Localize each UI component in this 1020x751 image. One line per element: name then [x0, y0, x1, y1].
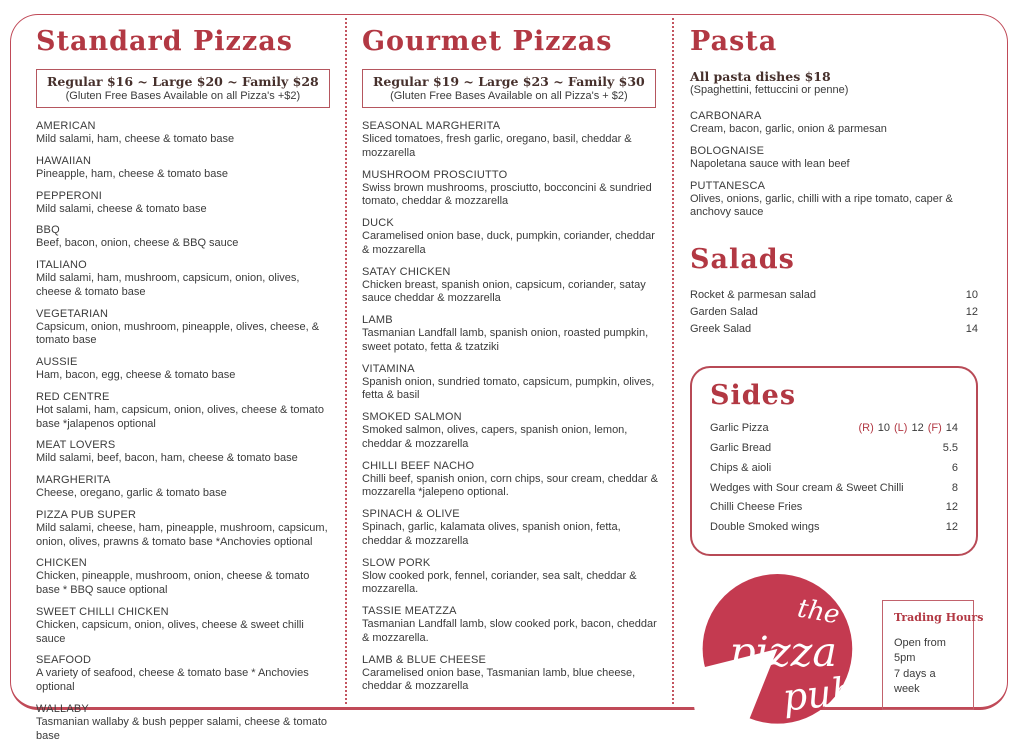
side-price — [939, 439, 958, 459]
item-name: VITAMINA — [362, 362, 415, 375]
menu-item — [36, 308, 330, 349]
item-description: Caramelised onion base, Tasmanian lamb, blue cheese, cheddar & mozzarella — [362, 666, 636, 693]
footer-area — [688, 568, 984, 740]
side-name: Garlic Bread — [710, 441, 772, 454]
item-name: ITALIANO — [36, 259, 87, 271]
menu-item — [36, 703, 330, 744]
column-divider-1 — [345, 18, 347, 704]
item-name: BBQ — [36, 224, 60, 237]
price-large: 12 — [911, 422, 924, 435]
menu-item — [362, 460, 660, 501]
menu-item — [36, 224, 330, 251]
salad-row — [690, 287, 978, 304]
item-description: Slow cooked pork, fennel, coriander, sea salt, cheddar & mozzarella. — [362, 569, 637, 596]
item-description: A variety of seafood, cheese & tomato base * Anchovies optional — [36, 667, 309, 693]
side-name: Double Smoked wings — [710, 521, 820, 534]
item-name: LAMB — [362, 314, 393, 326]
menu-item — [690, 110, 978, 137]
item-name: CARBONARA — [690, 110, 762, 122]
item-description: Smoked salmon, olives, capers, spanish onion, lemon, cheddar & mozzarella — [362, 424, 628, 450]
item-description: Sliced tomatoes, fresh garlic, oregano, basil, cheddar & mozzarella — [362, 133, 632, 159]
menu-item — [362, 605, 660, 646]
price-value: 8 — [951, 481, 958, 494]
item-name: PIZZA PUB SUPER — [36, 508, 137, 521]
standard-pizza-list — [36, 120, 330, 743]
salad-price: 12 — [965, 306, 978, 319]
item-name: CHILLI BEEF NACHO — [362, 459, 475, 472]
item-name: VEGETARIAN — [36, 307, 109, 320]
salad-name: Greek Salad — [690, 323, 752, 336]
pasta-price-line: All pasta dishes $18 — [690, 69, 831, 84]
item-name: MEAT LOVERS — [36, 439, 116, 452]
item-description: Spanish onion, sundried tomato, capsicum, pumpkin, olives, fetta & basil — [362, 375, 655, 402]
size-tag-regular: (R) — [858, 422, 874, 435]
item-name: SPINACH & OLIVE — [362, 508, 460, 520]
size-tag-large: (L) — [894, 422, 908, 435]
item-description: Chilli beef, spanish onion, corn chips, sour cream, cheddar & mozzarella *jalepeno optional. — [362, 472, 658, 499]
menu-item — [36, 557, 330, 598]
menu-item — [362, 411, 660, 452]
menu-item — [362, 363, 660, 404]
item-name: WALLABY — [36, 702, 89, 715]
right-column — [690, 26, 984, 740]
side-row — [710, 518, 958, 538]
item-description: Hot salami, ham, capsicum, onion, olives, cheese & tomato base *jalapenos optional — [36, 403, 324, 430]
menu-item — [36, 606, 330, 647]
item-description: Caramelised onion base, duck, pumpkin, coriander, cheddar & mozzarella — [362, 230, 655, 256]
item-description: Mild salami, cheese & tomato base — [36, 202, 207, 215]
menu-item — [362, 266, 660, 307]
trading-hours-line-1: Open from 5pm — [894, 636, 946, 665]
logo-word-pub: pub — [780, 668, 858, 720]
item-name: CHICKEN — [36, 557, 87, 570]
item-name: BOLOGNAISE — [690, 144, 765, 157]
item-name: SEAFOOD — [36, 654, 92, 667]
item-name: PEPPERONI — [36, 189, 102, 202]
menu-item — [36, 654, 330, 695]
menu-item — [690, 180, 978, 221]
item-name: SLOW PORK — [362, 556, 431, 569]
sides-title: Sides — [710, 380, 797, 412]
gourmet-pizzas-section — [362, 26, 660, 702]
trading-hours-line-2: 7 days a week — [894, 667, 936, 696]
trading-hours-box — [882, 600, 984, 711]
side-name: Chilli Cheese Fries — [710, 501, 803, 514]
item-name: AMERICAN — [36, 120, 96, 132]
menu-item — [36, 474, 330, 501]
gourmet-gluten-note: (Gluten Free Bases Available on all Pizza's + $2) — [390, 90, 628, 102]
menu-item — [36, 190, 330, 217]
size-tag-family: (F) — [927, 422, 942, 435]
item-name: MARGHERITA — [36, 474, 111, 486]
price-regular: 10 — [877, 422, 890, 435]
price-value: 12 — [945, 501, 958, 514]
gourmet-price-line: Regular $19 ~ Large $23 ~ Family $30 — [373, 74, 645, 89]
item-name: AUSSIE — [36, 356, 78, 368]
menu-item — [362, 314, 660, 355]
logo-word-pizza: pizza — [729, 627, 837, 676]
item-description: Pineapple, ham, cheese & tomato base — [36, 167, 229, 180]
item-description: Tasmanian wallaby & bush pepper salami, cheese & tomato base — [36, 715, 328, 742]
salad-price: 14 — [965, 323, 978, 336]
item-name: DUCK — [362, 217, 394, 229]
pizza-pub-logo — [688, 568, 860, 740]
item-description: Tasmanian Landfall lamb, slow cooked pork, bacon, cheddar & mozzarella. — [362, 618, 657, 644]
side-row — [710, 459, 958, 479]
salads-title: Salads — [690, 244, 795, 275]
item-description: Mild salami, cheese, ham, pineapple, mushroom, capsicum, onion, olives, prawns & tomato base *Anchovies optional — [36, 521, 328, 548]
item-description: Cream, bacon, garlic, onion & parmesan — [690, 123, 887, 135]
item-description: Chicken, capsicum, onion, olives, cheese & sweet chilli sauce — [36, 618, 304, 645]
menu-item — [36, 356, 330, 383]
menu-item — [36, 259, 330, 300]
menu-item — [362, 557, 660, 598]
salads-list — [690, 287, 978, 338]
side-price — [948, 459, 958, 479]
side-price — [948, 479, 958, 499]
standard-price-box — [36, 69, 330, 108]
salad-name: Garden Salad — [690, 306, 758, 319]
item-name: HAWAIIAN — [36, 154, 92, 167]
side-row — [710, 439, 958, 459]
column-divider-2 — [672, 18, 674, 704]
side-name: Chips & aioli — [710, 461, 772, 474]
menu-item — [362, 217, 660, 258]
item-description: Chicken breast, spanish onion, capsicum, coriander, satay sauce cheddar & mozzarella — [362, 278, 646, 305]
item-description: Chicken, pineapple, mushroom, onion, cheese & tomato base * BBQ sauce optional — [36, 570, 310, 596]
item-name: SATAY CHICKEN — [362, 265, 451, 278]
standard-price-line: Regular $16 ~ Large $20 ~ Family $28 — [47, 74, 319, 89]
pasta-title: Pasta — [690, 26, 778, 57]
item-description: Mild salami, ham, mushroom, capsicum, onion, olives, cheese & tomato base — [36, 272, 300, 298]
item-description: Spinach, garlic, kalamata olives, spanish onion, fetta, cheddar & mozzarella — [362, 521, 621, 547]
item-description: Beef, bacon, onion, cheese & BBQ sauce — [36, 237, 239, 250]
menu-item — [362, 120, 660, 161]
gourmet-pizza-list — [362, 120, 660, 694]
salad-price: 10 — [965, 289, 978, 301]
item-description: Tasmanian Landfall lamb, spanish onion, roasted pumpkin, sweet potato, fetta & tzatziki — [362, 327, 649, 353]
menu-item — [362, 508, 660, 549]
item-description: Cheese, oregano, garlic & tomato base — [36, 487, 227, 499]
item-name: TASSIE MEATZZA — [362, 605, 457, 617]
side-price — [854, 419, 958, 439]
item-name: PUTTANESCA — [690, 179, 766, 192]
pasta-sub-line: (Spaghettini, fettuccini or penne) — [690, 84, 849, 96]
item-name: SWEET CHILLI CHICKEN — [36, 605, 169, 618]
standard-pizzas-title: Standard Pizzas — [36, 26, 293, 57]
menu-item — [36, 391, 330, 432]
menu-item — [36, 155, 330, 182]
salads-section — [690, 244, 978, 338]
salad-row — [690, 304, 978, 321]
side-price — [942, 498, 958, 518]
salad-row — [690, 321, 978, 338]
item-description: Olives, onions, garlic, chilli with a ripe tomato, caper & anchovy sauce — [690, 192, 953, 219]
standard-gluten-note: (Gluten Free Bases Available on all Pizza's +$2) — [65, 90, 301, 102]
item-description: Napoletana sauce with lean beef — [690, 157, 850, 170]
side-row — [710, 498, 958, 518]
gourmet-pizzas-title: Gourmet Pizzas — [362, 26, 613, 57]
item-description: Ham, bacon, egg, cheese & tomato base — [36, 369, 236, 381]
side-row — [710, 419, 958, 439]
menu-item — [362, 654, 660, 695]
item-description: Capsicum, onion, mushroom, pineapple, olives, cheese, & tomato base — [36, 320, 320, 347]
sides-list — [710, 419, 958, 538]
item-name: SEASONAL MARGHERITA — [362, 120, 501, 132]
menu-item — [690, 145, 978, 172]
sides-section — [690, 366, 978, 556]
menu-item — [36, 509, 330, 550]
item-name: MUSHROOM PROSCIUTTO — [362, 168, 508, 181]
item-description: Swiss brown mushrooms, prosciutto, bocconcini & sundried tomato, cheddar & mozzarella — [362, 181, 652, 208]
menu-item — [362, 169, 660, 210]
menu-item — [36, 439, 330, 466]
item-name: SMOKED SALMON — [362, 411, 462, 423]
trading-hours-title: Trading Hours — [894, 610, 984, 624]
side-name: Garlic Pizza — [710, 422, 769, 435]
salad-name: Rocket & parmesan salad — [690, 289, 816, 301]
pasta-section — [690, 26, 978, 220]
side-price — [942, 518, 958, 538]
side-row — [710, 479, 958, 499]
side-name: Wedges with Sour cream & Sweet Chilli — [710, 481, 904, 494]
pasta-list — [690, 110, 978, 220]
gourmet-price-box — [362, 69, 656, 108]
item-name: LAMB & BLUE CHEESE — [362, 653, 487, 666]
menu-item — [36, 120, 330, 147]
standard-pizzas-section — [36, 26, 330, 751]
price-family: 14 — [945, 422, 958, 435]
item-name: RED CENTRE — [36, 390, 110, 403]
price-value: 6 — [951, 461, 958, 474]
item-description: Mild salami, ham, cheese & tomato base — [36, 133, 235, 145]
price-value: 12 — [945, 521, 958, 534]
price-value: 5.5 — [942, 441, 958, 454]
item-description: Mild salami, beef, bacon, ham, cheese & tomato base — [36, 452, 298, 465]
logo-word-the: the — [795, 593, 842, 631]
